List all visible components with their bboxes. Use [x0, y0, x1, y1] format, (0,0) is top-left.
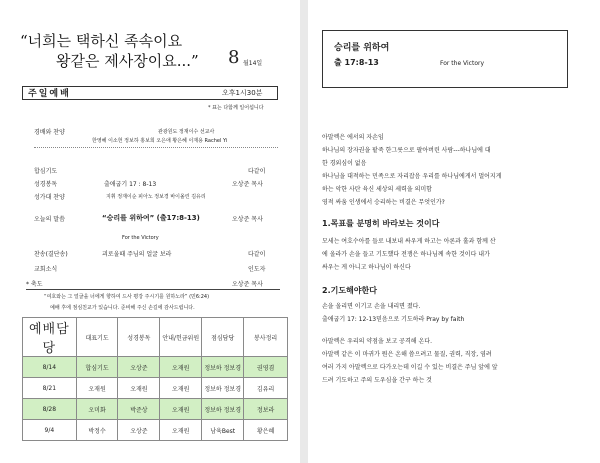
order-detail: 지휘 정재이순 피아노 정보경 바이올린 김유리	[106, 194, 206, 200]
intro-line: 하나님을 대적하는 민족으로 자리잡음 우리를 하나님에게서 멀어지게	[322, 173, 502, 180]
duty-cell: 합심기도	[76, 357, 118, 378]
table-row	[23, 357, 288, 378]
duty-cell: 오상준	[118, 420, 160, 441]
sermon-title-ref: “승리를 위하여” (출17:8-13)	[102, 214, 200, 222]
order-label: 성경봉독	[34, 181, 58, 188]
duty-date: 8/28	[23, 399, 77, 420]
page-gutter	[300, 0, 308, 463]
closing-line: 여러 가지 아말렉으로 다가오는데 이길 수 있는 비결은 주님 앞에 앞	[322, 364, 498, 371]
lunch-notice: 예배 후에 점심친교가 있습니다. 준비해 주신 손길에 감사드립니다.	[50, 305, 195, 311]
order-detail: 한영혜 이소헌 정보하 홍보희 오은애 황은혜 이재용 Rachel Yi	[92, 138, 228, 144]
order-label: 오늘의 말씀	[34, 216, 65, 223]
table-row	[23, 378, 288, 399]
duty-cell: 박정수	[76, 420, 118, 441]
order-leader: 다같이	[248, 251, 266, 258]
point-1-title: 1.목표를 분명히 바라보는 것이다	[322, 219, 440, 228]
week-number: 8	[228, 47, 240, 68]
order-label: 합심기도	[34, 168, 58, 175]
duty-date: 8/21	[23, 378, 77, 399]
duty-date: 8/14	[23, 357, 77, 378]
order-leader: 오상준 목사	[232, 181, 263, 188]
point-1-line: 싸우는 게 아니고 하나님이 하신다	[322, 264, 411, 271]
order-label: 성가대 찬양	[34, 194, 65, 201]
duty-date: 9/4	[23, 420, 77, 441]
duty-header: 성경봉독	[118, 318, 160, 357]
duty-title: 예배담당	[23, 318, 77, 357]
order-leader: 다같이	[248, 168, 266, 175]
duty-cell: 정보라	[244, 399, 288, 420]
duty-cell: 오재원	[160, 399, 202, 420]
order-detail: 괴로울때 주님의 얼굴 보라	[102, 251, 172, 258]
closing-line: 드려 기도하고 주의 도우심을 간구 하는 것	[322, 377, 432, 384]
duty-cell: 오재원	[118, 378, 160, 399]
order-leader: 오상준 목사	[232, 216, 263, 223]
intro-line: 영적 싸움 인생에서 승리하는 비결은 무엇인가?	[322, 199, 445, 206]
point-1-line: 에 올라가 손을 들고 기도했다 전쟁은 하나님께 속한 것이다 내가	[322, 251, 490, 258]
point-2-line: 손을 올리면 이기고 손을 내리면 졌다.	[322, 303, 421, 310]
duty-header: 점심담당	[202, 318, 244, 357]
duty-cell: 김유리	[244, 378, 288, 399]
intro-line: 아말렉은 에서의 자손임	[322, 134, 384, 141]
week-suffix: 월14일	[243, 60, 263, 67]
duty-header: 안내/헌금위원	[160, 318, 202, 357]
duty-cell: 오상준	[118, 357, 160, 378]
stand-note: * 표는 다함께 일어섭니다	[208, 105, 264, 111]
duty-header: 봉사정리	[244, 318, 288, 357]
duty-cell: 권영겸	[244, 357, 288, 378]
sermon-en-title: For the Victory	[122, 235, 159, 241]
duty-cell: 오재원	[160, 420, 202, 441]
order-label: 경배와 찬양	[34, 129, 65, 136]
duty-cell: 남육Best	[202, 420, 244, 441]
service-time: 오후1시30분	[222, 89, 263, 97]
order-detail: 출애굽기 17 : 8-13	[104, 181, 157, 188]
blessing-quote: “여호와는 그 얼굴을 너에게 향하여 드사 평강 주시기를 원하노라” (민6:24)	[44, 294, 210, 300]
duty-cell: 정보하 정보경	[202, 399, 244, 420]
service-name: 주일예배	[28, 89, 71, 99]
intro-line: 하나님의 장자권을 팥죽 한그릇으로 팔아버린 사람---하나님에 대	[322, 147, 491, 154]
duty-cell: 오미화	[76, 399, 118, 420]
duty-cell: 박준상	[118, 399, 160, 420]
divider	[26, 289, 280, 290]
closing-line: 아말렉은 우리의 약점을 보고 공격해 온다.	[322, 338, 432, 345]
title-line-1: “너희는 택하신 족속이요	[20, 32, 183, 50]
order-detail: 관광원도 정재이수 선교사	[158, 129, 215, 135]
table-row	[23, 420, 288, 441]
order-leader: 인도자	[248, 266, 266, 273]
intro-line: 한 경외심이 없음	[322, 160, 367, 167]
point-2-line: 출애굽기 17: 12-13믿음으로 기도하라 Pray by faith	[322, 316, 465, 323]
divider	[34, 147, 278, 148]
duty-cell: 정보하 정보경	[202, 357, 244, 378]
duty-cell: 황은혜	[244, 420, 288, 441]
duty-cell: 오재원	[160, 357, 202, 378]
table-row	[23, 399, 288, 420]
order-label: * 축도	[26, 281, 43, 288]
duty-header: 대표기도	[76, 318, 118, 357]
sermon-english-title: For the Victory	[440, 60, 485, 67]
intro-line: 하는 악한 사탄 육신 세상의 세력을 의미함	[322, 186, 432, 193]
sermon-page	[308, 0, 600, 463]
duty-cell: 오재원	[76, 378, 118, 399]
sermon-title: 승리를 위하여	[334, 43, 390, 53]
duty-cell: 오재원	[160, 378, 202, 399]
duty-header-row	[23, 318, 288, 357]
point-1-line: 모세는 여호수아를 들로 내보내 싸우게 하고는 아론과 훌과 함께 산	[322, 238, 496, 245]
title-line-2: 왕같은 제사장이요...”	[56, 52, 199, 70]
sermon-reference: 출 17:8-13	[334, 58, 379, 67]
duty-cell: 정보하 정보경	[202, 378, 244, 399]
duty-table	[22, 317, 288, 441]
order-label: 찬송(결단송)	[34, 251, 68, 258]
order-leader: 오상준 목사	[232, 281, 263, 288]
order-label: 교회소식	[34, 266, 58, 273]
point-2-title: 2.기도해야한다	[322, 286, 377, 295]
closing-line: 아말렉 같은 이 마귀가 뭔은 온해 씀으려고 물질, 권력, 직장, 염려	[322, 351, 492, 358]
